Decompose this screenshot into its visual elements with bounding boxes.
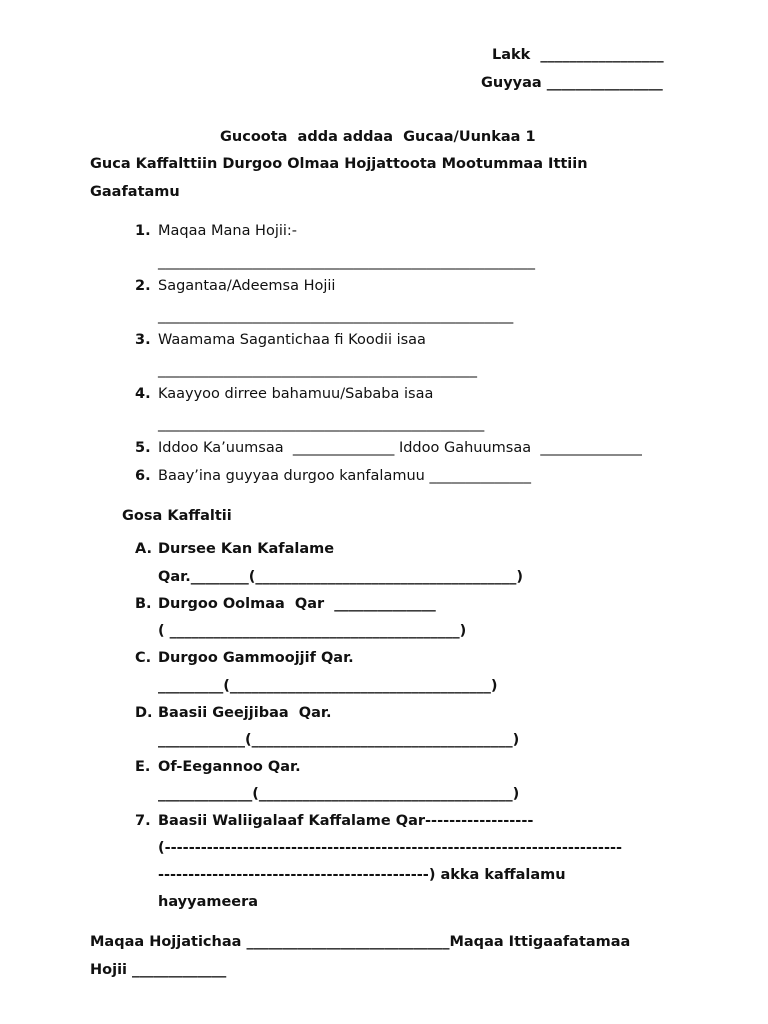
sub-item-letter: A.: [135, 541, 152, 557]
sub-item-amount-line: Qar.________(____________________________________): [158, 569, 523, 585]
item-label-departure-arrival: Iddoo Ka’uumsaa ______________ Iddoo Gahuumsaa ______________: [158, 440, 642, 456]
item-blank-line: _________________________________________________: [158, 308, 514, 324]
item-number: 6.: [135, 468, 151, 484]
form-title: Gucoota adda addaa Gucaa/Uunkaa 1: [220, 129, 536, 145]
sub-item-amount-line: _________(____________________________________): [158, 678, 498, 694]
item-label-days-count: Baay’ina guyyaa durgoo kanfalamuu ______________: [158, 468, 531, 484]
sub-item-amount-line: ( ________________________________________): [158, 623, 467, 639]
item-number: 3.: [135, 332, 151, 348]
item-blank-line: ____________________________________________: [158, 362, 477, 378]
item-label-program-code: Waamama Sagantichaa fi Koodii isaa: [158, 332, 426, 348]
item-total-payment-words-line-2: ---------------------------------------------) akka kaffalamu: [158, 867, 566, 883]
sub-item-letter: C.: [135, 650, 152, 666]
approval-text: hayyameera: [158, 894, 259, 910]
sub-item-letter: D.: [135, 705, 153, 721]
sub-item-amount-line: _____________(___________________________________): [158, 786, 520, 802]
item-number: 5.: [135, 440, 151, 456]
signature-line-employee-supervisor: Maqaa Hojjatichaa ____________________________Maqaa Ittigaafatamaa: [90, 934, 631, 950]
signature-line-office: Hojii _____________: [90, 962, 227, 978]
form-subtitle-line-1: Guca Kaffalttiin Durgoo Olmaa Hojjattoota Mootummaa Ittiin: [90, 156, 588, 172]
item-number: 2.: [135, 278, 151, 294]
sub-item-amount-line: ____________(____________________________________): [158, 732, 520, 748]
item-blank-line: _____________________________________________: [158, 416, 485, 432]
item-number: 1.: [135, 223, 151, 239]
reference-number-field: Lakk _________________: [492, 47, 664, 63]
item-total-payment: Baasii Waliigalaaf Kaffalame Qar------------------: [158, 813, 534, 829]
item-number: 7.: [135, 813, 151, 829]
sub-item-label-transport-cost: Baasii Geejjibaa Qar.: [158, 705, 332, 721]
item-label-work-process: Sagantaa/Adeemsa Hojii: [158, 278, 336, 294]
item-label-office-name: Maqaa Mana Hojii:-: [158, 223, 298, 239]
sub-item-letter: E.: [135, 759, 151, 775]
sub-item-letter: B.: [135, 596, 152, 612]
sub-item-label-lowland-allowance: Durgoo Gammoojjif Qar.: [158, 650, 354, 666]
item-label-field-purpose: Kaayyoo dirree bahamuu/Sababa isaa: [158, 386, 434, 402]
section-title-payment-types: Gosa Kaffaltii: [122, 508, 232, 524]
sub-item-label-advance-paid: Dursee Kan Kafalame: [158, 541, 335, 557]
sub-item-label-per-diem: Durgoo Oolmaa Qar ______________: [158, 596, 436, 612]
date-field: Guyyaa ________________: [481, 75, 663, 91]
form-subtitle-line-2: Gaafatamu: [90, 184, 180, 200]
item-blank-line: ____________________________________________________: [158, 254, 535, 270]
item-total-payment-words-line-1: (----------------------------------------------------------------------------: [158, 840, 622, 856]
item-number: 4.: [135, 386, 151, 402]
sub-item-label-security: Of-Eegannoo Qar.: [158, 759, 301, 775]
